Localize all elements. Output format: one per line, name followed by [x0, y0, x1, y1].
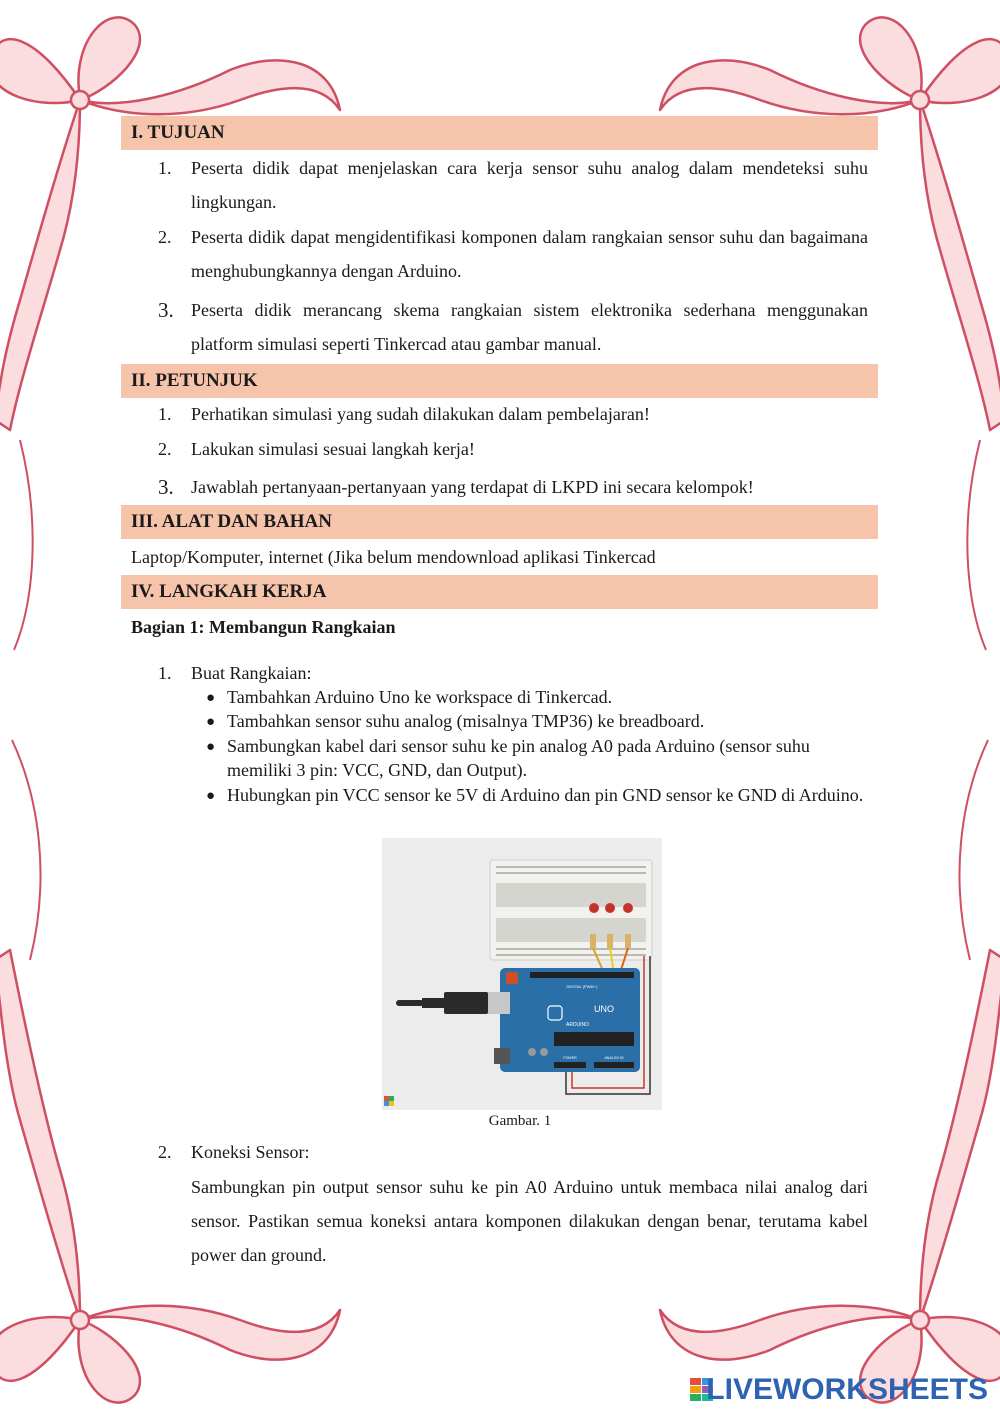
list-item: Peserta didik dapat mengidentifikasi komponen dalam rangkaian sensor suhu dan bagaimana menghubungkannya dengan Arduino.	[191, 227, 868, 281]
bullet: ●	[206, 690, 216, 706]
bullet-text: Tambahkan sensor suhu analog (misalnya TMP36) ke breadboard.	[227, 711, 705, 731]
power-label: POWER	[563, 1056, 577, 1060]
board-brand: ARDUINO	[566, 1022, 590, 1028]
watermark: LIVEWORKSHEETS	[706, 1373, 988, 1406]
figure-caption: Gambar. 1	[488, 1113, 552, 1129]
bullet: ●	[206, 714, 216, 730]
list-number: 2.	[158, 1142, 172, 1162]
circuit-figure	[382, 838, 662, 1110]
step-title: Koneksi Sensor:	[191, 1142, 310, 1162]
list-number: 1.	[158, 663, 172, 683]
bullet-text: Sambungkan kabel dari sensor suhu ke pin analog A0 pada Arduino (sensor suhu memiliki 3 pin: VCC, GND, dan Output).	[227, 736, 810, 780]
list-item: Perhatikan simulasi yang sudah dilakukan dalam pembelajaran!	[191, 404, 650, 424]
list-number: 2.	[158, 439, 172, 459]
bullet-text: Hubungkan pin VCC sensor ke 5V di Arduino dan pin GND sensor ke GND di Arduino.	[227, 785, 864, 805]
list-number: 1.	[158, 158, 172, 178]
step-text: Sambungkan pin output sensor suhu ke pin A0 Arduino untuk membaca nilai analog dari sensor. Pastikan semua koneksi antara komponen dilakukan dengan benar, terutama kabel power dan ground.	[191, 1177, 868, 1265]
list-number: 1.	[158, 404, 172, 424]
alat-text: Laptop/Komputer, internet (Jika belum mendownload aplikasi Tinkercad	[131, 547, 656, 567]
bullet-text: Tambahkan Arduino Uno ke workspace di Tinkercad.	[227, 687, 613, 707]
list-item: Lakukan simulasi sesuai langkah kerja!	[191, 439, 475, 459]
analog-label: ANALOG IN	[604, 1056, 624, 1060]
list-number: 3.	[158, 475, 174, 499]
section-header-alat: III. ALAT DAN BAHAN	[121, 505, 878, 539]
board-label: UNO	[594, 1004, 614, 1014]
list-item: Peserta didik dapat menjelaskan cara kerja sensor suhu analog dalam mendeteksi suhu lingkungan.	[191, 158, 868, 212]
digital-label: DIGITAL (PWM~)	[566, 984, 598, 989]
section-header-langkah: IV. LANGKAH KERJA	[121, 575, 878, 609]
step-title: Buat Rangkaian:	[191, 663, 312, 683]
bullet: ●	[206, 739, 216, 755]
list-item: Jawablah pertanyaan-pertanyaan yang terdapat di LKPD ini secara kelompok!	[191, 477, 754, 497]
section-header-tujuan: I. TUJUAN	[121, 116, 878, 150]
list-item: Peserta didik merancang skema rangkaian sistem elektronika sederhana menggunakan platform simulasi seperti Tinkercad atau gambar manual.	[191, 300, 868, 354]
bullet: ●	[206, 788, 216, 804]
section-header-petunjuk: II. PETUNJUK	[121, 364, 878, 398]
list-number: 3.	[158, 298, 174, 322]
subsection-title: Bagian 1: Membangun Rangkaian	[131, 617, 396, 637]
list-number: 2.	[158, 227, 172, 247]
